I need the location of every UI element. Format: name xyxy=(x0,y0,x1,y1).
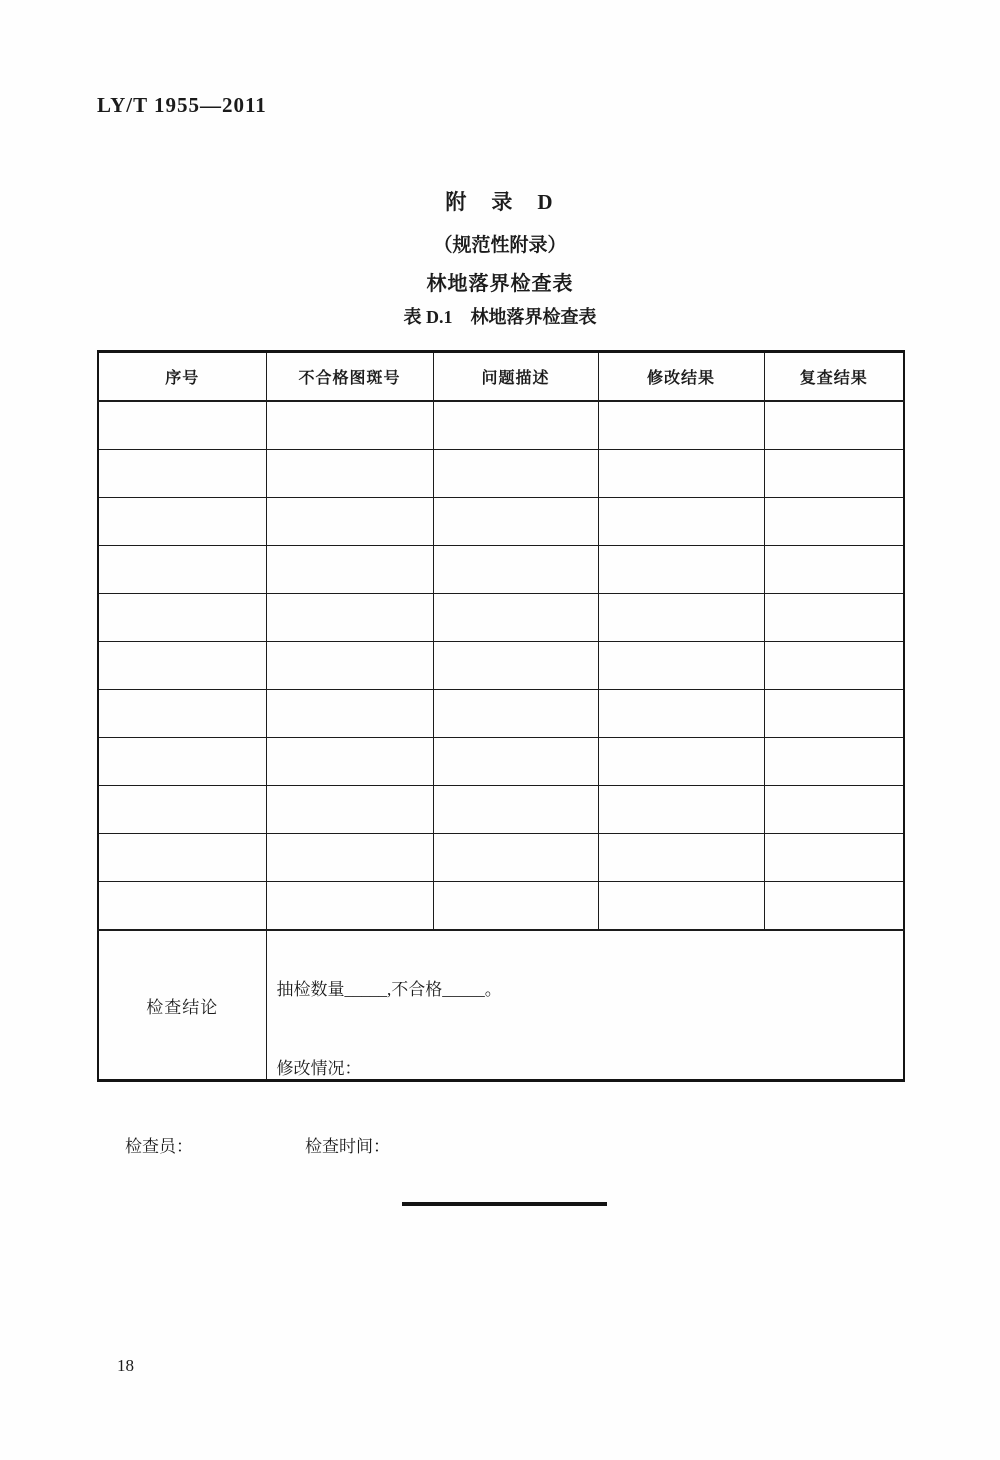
table-cell-empty xyxy=(266,786,433,834)
table-cell-empty xyxy=(598,834,764,882)
table-cell-empty xyxy=(433,882,598,931)
table-row xyxy=(98,498,904,546)
table-cell-empty xyxy=(598,546,764,594)
table-cell-empty xyxy=(598,738,764,786)
column-header-problem: 问题描述 xyxy=(433,352,598,402)
table-cell-empty xyxy=(598,401,764,450)
table-row xyxy=(98,546,904,594)
conclusion-label: 检查结论 xyxy=(98,930,266,1081)
table-cell-empty xyxy=(266,834,433,882)
column-header-seq: 序号 xyxy=(98,352,266,402)
table-cell-empty xyxy=(598,450,764,498)
conclusion-row xyxy=(98,930,904,1081)
table-cell-empty xyxy=(98,786,266,834)
table-row xyxy=(98,738,904,786)
table-cell-empty xyxy=(598,498,764,546)
column-header-fix-result: 修改结果 xyxy=(598,352,764,402)
table-cell-empty xyxy=(598,690,764,738)
page-number: 18 xyxy=(117,1356,134,1375)
end-of-text-divider xyxy=(402,1202,607,1206)
table-row xyxy=(98,594,904,642)
footer-labels xyxy=(0,1132,1000,1156)
table-cell-empty xyxy=(598,882,764,931)
table-cell-empty xyxy=(764,401,904,450)
table-cell-empty xyxy=(98,546,266,594)
appendix-label: 附 录 D xyxy=(445,190,555,214)
table-cell-empty xyxy=(433,642,598,690)
table-row xyxy=(98,690,904,738)
table-row xyxy=(98,786,904,834)
table-cell-empty xyxy=(764,834,904,882)
table-cell-empty xyxy=(98,738,266,786)
table-cell-empty xyxy=(764,594,904,642)
table-row xyxy=(98,401,904,450)
table-cell-empty xyxy=(598,786,764,834)
table-cell-empty xyxy=(433,498,598,546)
table-cell-empty xyxy=(764,690,904,738)
table-cell-empty xyxy=(433,594,598,642)
table-cell-empty xyxy=(433,738,598,786)
table-cell-empty xyxy=(98,450,266,498)
table-row xyxy=(98,882,904,931)
table-cell-empty xyxy=(266,450,433,498)
table-cell-empty xyxy=(433,546,598,594)
standard-code: LY/T 1955—2011 xyxy=(97,93,267,117)
table-cell-empty xyxy=(433,834,598,882)
table-caption: 表 D.1 林地落界检查表 xyxy=(403,307,597,327)
table-cell-empty xyxy=(764,498,904,546)
table-cell-empty xyxy=(598,642,764,690)
inspection-form-table xyxy=(97,350,905,1082)
table-cell-empty xyxy=(433,786,598,834)
table-cell-empty xyxy=(98,882,266,931)
table-cell-empty xyxy=(764,786,904,834)
table-cell-empty xyxy=(266,738,433,786)
table-cell-empty xyxy=(266,642,433,690)
table-row xyxy=(98,642,904,690)
table-row xyxy=(98,450,904,498)
appendix-title: 林地落界检查表 xyxy=(426,273,574,295)
table-cell-empty xyxy=(266,498,433,546)
table-cell-empty xyxy=(433,450,598,498)
conclusion-sample-line: 抽检数量_____,不合格_____。 xyxy=(276,980,502,999)
table-cell-empty xyxy=(764,450,904,498)
table-cell-empty xyxy=(98,690,266,738)
table-cell-empty xyxy=(598,594,764,642)
table-cell-empty xyxy=(98,594,266,642)
table-header-row xyxy=(98,352,904,402)
inspection-time-label: 检查时间： xyxy=(305,1137,390,1156)
inspector-label: 检查员： xyxy=(125,1137,193,1156)
table-cell-empty xyxy=(98,498,266,546)
table-cell-empty xyxy=(433,690,598,738)
conclusion-modify-line: 修改情况： xyxy=(276,1059,362,1078)
appendix-note: （规范性附录） xyxy=(433,235,567,256)
table-cell-empty xyxy=(764,882,904,931)
table-cell-empty xyxy=(764,738,904,786)
column-header-recheck: 复查结果 xyxy=(764,352,904,402)
table-cell-empty xyxy=(266,594,433,642)
table-row xyxy=(98,834,904,882)
appendix-heading xyxy=(0,186,1000,296)
conclusion-body xyxy=(266,930,904,1081)
table-cell-empty xyxy=(98,401,266,450)
table-header xyxy=(98,352,904,402)
table-cell-empty xyxy=(266,401,433,450)
table-cell-empty xyxy=(266,882,433,931)
column-header-patch-no: 不合格图斑号 xyxy=(266,352,433,402)
table-cell-empty xyxy=(98,642,266,690)
table-cell-empty xyxy=(764,546,904,594)
table-cell-empty xyxy=(433,401,598,450)
table-cell-empty xyxy=(266,546,433,594)
empty-rows xyxy=(98,401,904,930)
conclusion-section xyxy=(98,930,904,1081)
table-cell-empty xyxy=(764,642,904,690)
table-cell-empty xyxy=(266,690,433,738)
table-cell-empty xyxy=(98,834,266,882)
